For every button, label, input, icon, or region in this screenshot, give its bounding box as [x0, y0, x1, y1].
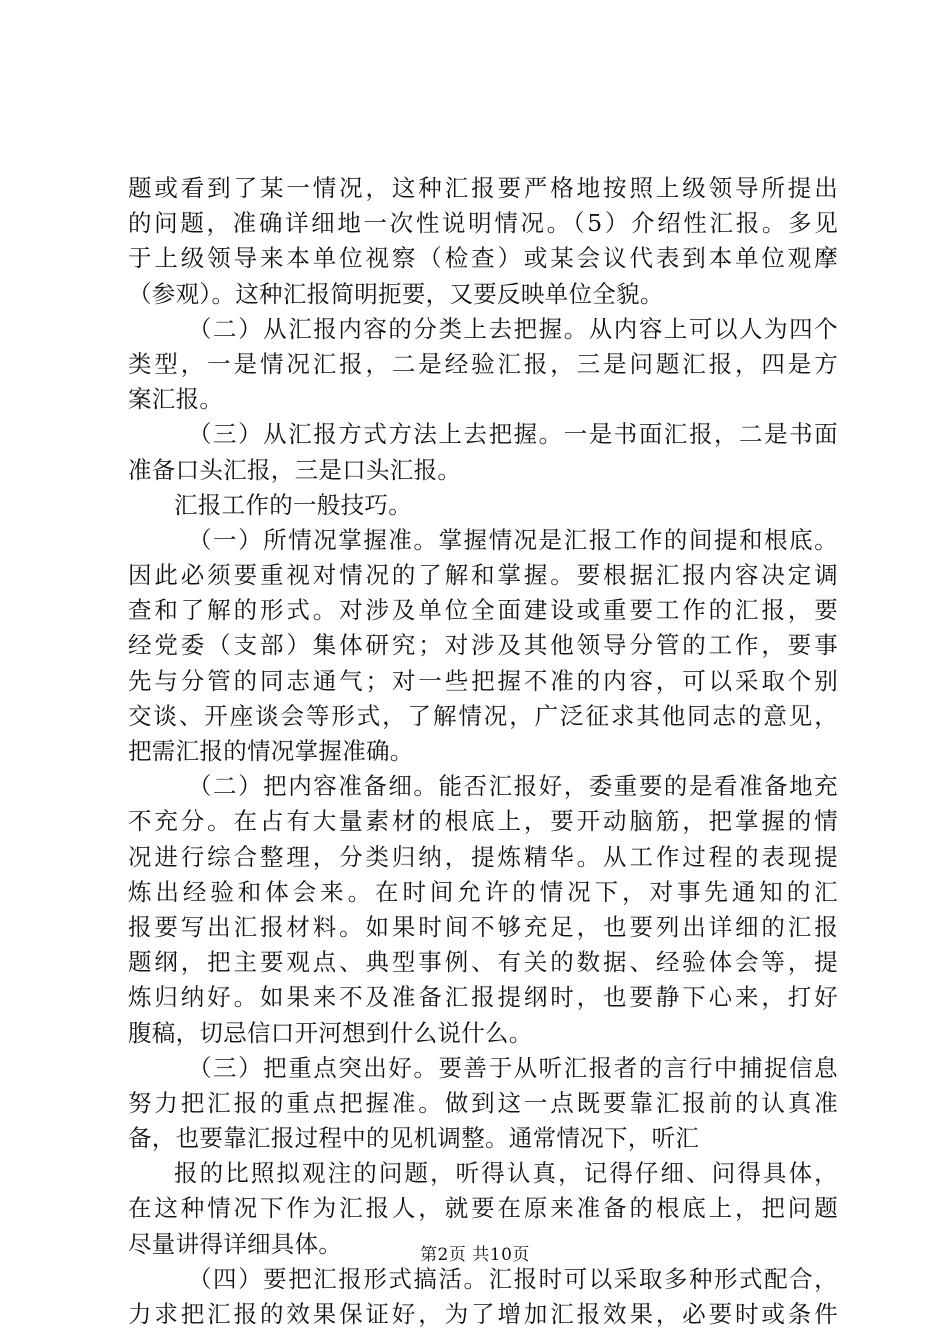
text-line: 先与分管的同志通气；对一些把握不准的内容，可以采取个别 — [128, 666, 838, 695]
document-body — [128, 171, 838, 1332]
text-line: （三）把重点突出好。要善于从听汇报者的言行中捕捉信息 — [188, 1053, 838, 1082]
text-line: 把需汇报的情况掌握准确。 — [128, 737, 414, 765]
text-line: 炼归纳好。如果来不及准备汇报提纲时，也要静下心来，打好 — [128, 983, 838, 1012]
text-line: 尽量讲得详细具体。 — [128, 1229, 343, 1258]
text-line: 题或看到了某一情况，这种汇报要严格地按照上级领导所提出 — [128, 174, 838, 202]
text-line: （二）把内容准备细。能否汇报好，委重要的是看准备地充 — [188, 772, 838, 801]
text-line: 于上级领导来本单位视察（检查）或某会议代表到本单位观摩 — [128, 244, 838, 273]
text-line: 交谈、开座谈会等形式，了解情况，广泛征求其他同志的意见， — [128, 701, 838, 730]
text-line: 备，也要靠汇报过程中的见机调整。通常情况下，听汇 — [128, 1124, 700, 1153]
text-line: 努力把汇报的重点把握准。做到这一点既要靠汇报前的认真准 — [128, 1088, 838, 1117]
text-line: （四）要把汇报形式搞活。汇报时可以采取多种形式配合， — [188, 1264, 838, 1293]
text-line: 在这种情况下作为汇报人，就要在原来准备的根底上，把问题 — [128, 1194, 838, 1223]
text-line: 报要写出汇报材料。如果时间不够充足，也要列出详细的汇报 — [128, 912, 838, 941]
text-line: （二）从汇报内容的分类上去把握。从内容上可以人为四个 — [188, 314, 838, 343]
text-line: （三）从汇报方式方法上去把握。一是书面汇报，二是书面 — [188, 420, 838, 449]
text-line: 题纲，把主要观点、典型事例、有关的数据、经验体会等，提 — [128, 948, 838, 977]
text-line: 经党委（支部）集体研究；对涉及其他领导分管的工作，要事 — [128, 631, 838, 660]
text-line: 力求把汇报的效果保证好，为了增加汇报效果，必要时或条件 — [128, 1300, 838, 1328]
text-line: 查和了解的形式。对涉及单位全面建设或重要工作的汇报，要 — [128, 596, 838, 625]
text-line: 类型，一是情况汇报，二是经验汇报，三是问题汇报，四是方 — [128, 349, 838, 378]
text-line: 报的比照拟观注的问题，听得认真，记得仔细、问得具体， — [174, 1159, 838, 1188]
text-line: 炼出经验和体会来。在时间允许的情况下，对事先通知的汇 — [128, 877, 838, 906]
text-line: 汇报工作的一般技巧。 — [174, 490, 412, 519]
text-line: 腹稿，切忌信口开河想到什么说什么。 — [128, 1018, 533, 1047]
text-line: 况进行综合整理，分类归纳，提炼精华。从工作过程的表现提 — [128, 842, 838, 871]
text-line: 案汇报。 — [128, 385, 224, 414]
text-line: （一）所情况掌握准。掌握情况是汇报工作的间提和根底。 — [188, 525, 838, 554]
text-line: 准备口头汇报，三是口头汇报。 — [128, 455, 462, 484]
text-line: （参观）。这种汇报简明扼要，又要反映单位全貌。 — [128, 279, 664, 308]
text-line: 因此必须要重视对情况的了解和掌握。要根据汇报内容决定调 — [128, 561, 838, 590]
text-line: 的问题，准确详细地一次性说明情况。（5）介绍性汇报。多见 — [128, 209, 838, 238]
page-footer: 第2页 共10页 — [420, 1245, 530, 1265]
text-line: 不充分。在占有大量素材的根底上，要开动脑筋，把掌握的情 — [128, 807, 838, 836]
